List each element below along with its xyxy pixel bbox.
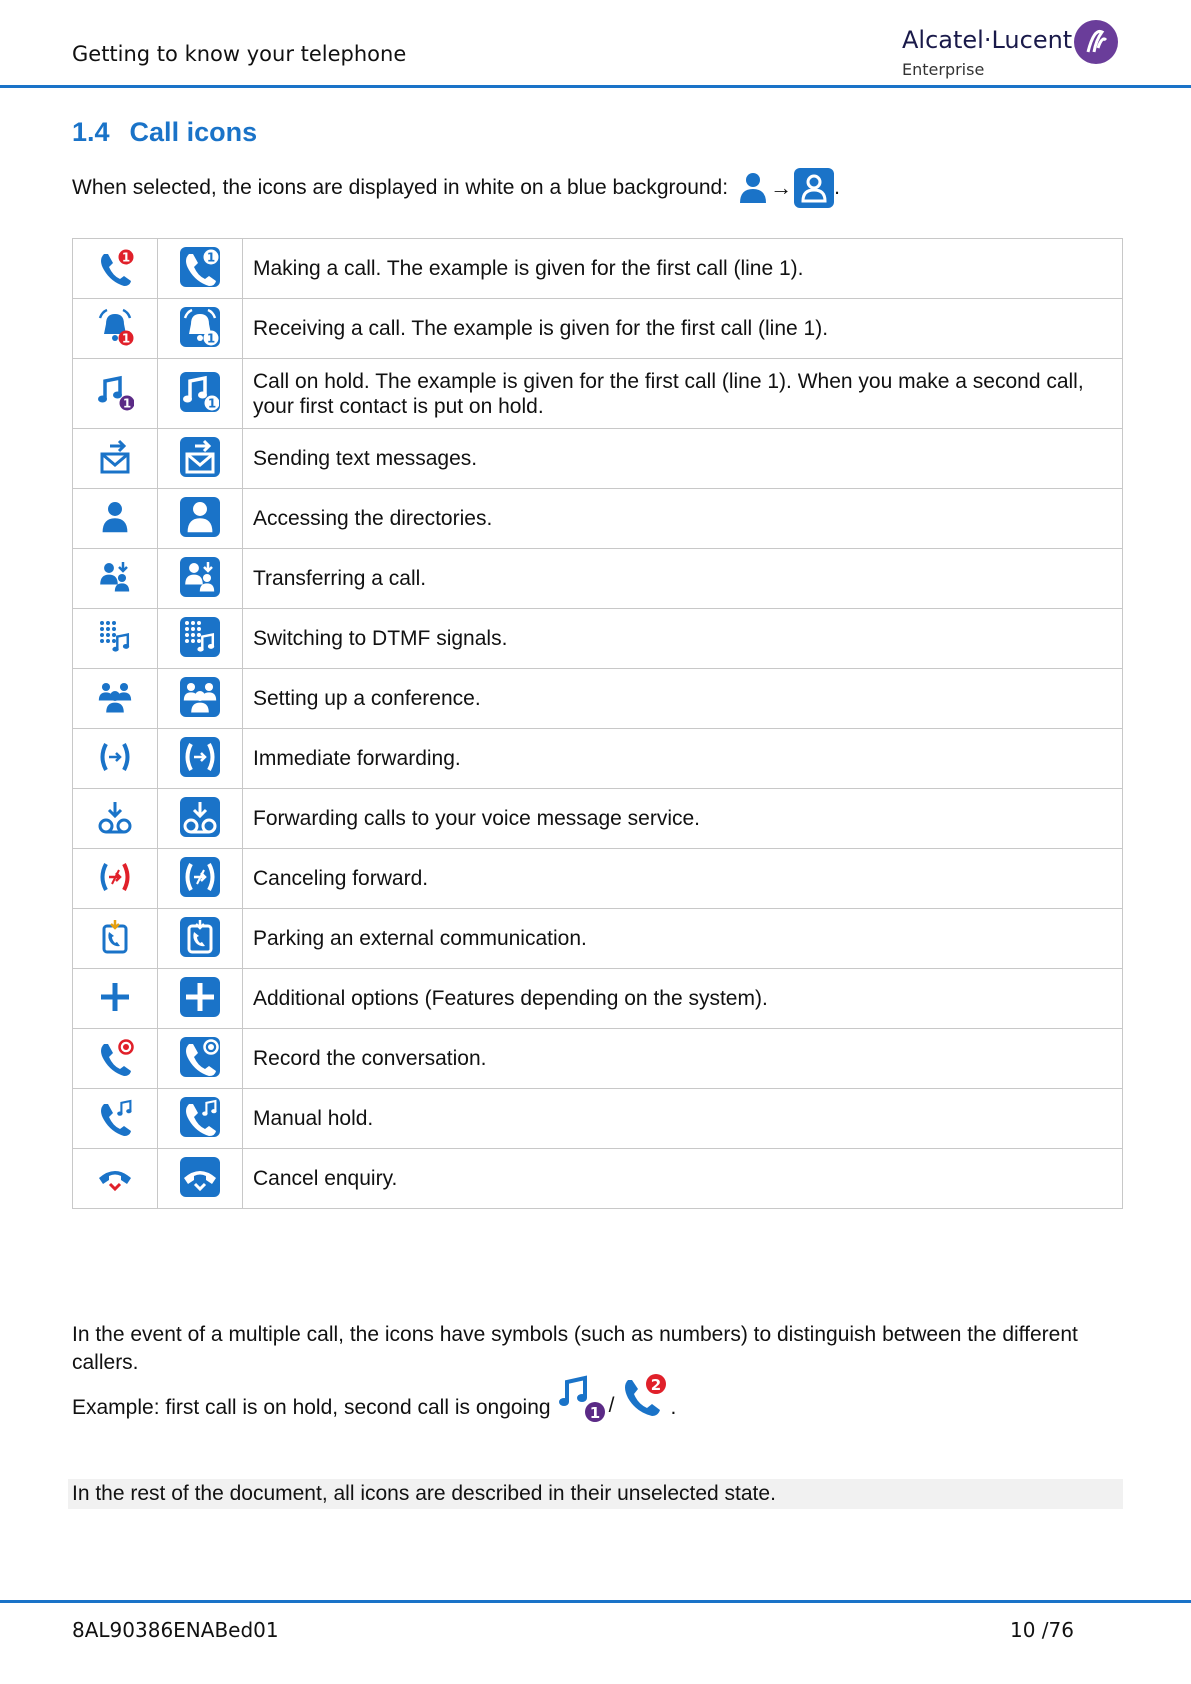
hold-line-1-icon <box>95 372 135 412</box>
unselected-icon-cell <box>73 359 158 429</box>
phone-line-1-selected-icon <box>180 247 220 287</box>
unselected-icon-cell <box>73 1149 158 1209</box>
header-title: Getting to know your telephone <box>72 42 407 66</box>
table-row <box>73 359 1123 429</box>
selected-icon-cell <box>158 429 243 489</box>
example-separator: / <box>608 1394 615 1417</box>
ringing-line-1-icon <box>95 307 135 347</box>
table-row <box>73 789 1123 849</box>
document-code: 8AL90386ENABed01 <box>72 1618 279 1642</box>
brand-subtitle: Enterprise <box>902 60 985 79</box>
svg-text:1: 1 <box>206 331 216 345</box>
selected-icon-cell <box>158 1149 243 1209</box>
dtmf-icon <box>95 617 135 657</box>
table-row <box>73 429 1123 489</box>
table-row <box>73 849 1123 909</box>
directory-icon <box>738 171 768 205</box>
selected-icon-cell <box>158 549 243 609</box>
record-selected-icon <box>180 1037 220 1077</box>
unselected-icon-cell <box>73 609 158 669</box>
icon-description: Parking an external communication. <box>243 909 1123 969</box>
directory-selected-icon <box>794 168 834 208</box>
selected-icon-cell <box>158 729 243 789</box>
directory-icon <box>95 497 135 537</box>
transfer-selected-icon <box>180 557 220 597</box>
icon-description: Receiving a call. The example is given for the first call (line 1). <box>243 299 1123 359</box>
table-row <box>73 669 1123 729</box>
directory-selected-icon <box>180 497 220 537</box>
immediate-forward-selected-icon <box>180 737 220 777</box>
icon-description: Accessing the directories. <box>243 489 1123 549</box>
section-heading <box>72 117 257 148</box>
selected-icon-cell <box>158 489 243 549</box>
hold-line-1-icon <box>557 1372 609 1424</box>
plus-icon <box>95 977 135 1017</box>
page-header <box>0 0 1191 90</box>
phone-line-1-icon <box>95 247 135 287</box>
svg-text:2: 2 <box>651 1376 662 1394</box>
selected-icon-cell <box>158 909 243 969</box>
voicemail-forward-icon <box>95 797 135 837</box>
unselected-icon-cell <box>73 239 158 299</box>
example-text: Example: first call is on hold, second call is ongoing <box>72 1396 551 1419</box>
brand-name: Alcatel·Lucent <box>902 26 1073 54</box>
immediate-forward-icon <box>95 737 135 777</box>
table-row <box>73 489 1123 549</box>
send-message-icon <box>95 437 135 477</box>
section-title: Call icons <box>129 117 258 147</box>
table-row <box>73 549 1123 609</box>
unselected-icon-cell <box>73 669 158 729</box>
table-row <box>73 1089 1123 1149</box>
unselected-icon-cell <box>73 969 158 1029</box>
cancel-forward-icon <box>95 857 135 897</box>
svg-text:1: 1 <box>122 396 132 410</box>
unselected-icon-cell <box>73 489 158 549</box>
footer-rule <box>0 1600 1191 1603</box>
table-row <box>73 1029 1123 1089</box>
example-line <box>72 1372 1122 1424</box>
unselected-icon-cell <box>73 1089 158 1149</box>
transfer-icon <box>95 557 135 597</box>
send-message-selected-icon <box>180 437 220 477</box>
dtmf-selected-icon <box>180 617 220 657</box>
brand-logo <box>902 18 1122 82</box>
icon-description: Manual hold. <box>243 1089 1123 1149</box>
table-row <box>73 969 1123 1029</box>
intro-line <box>72 168 840 208</box>
icon-description: Cancel enquiry. <box>243 1149 1123 1209</box>
note-box: In the rest of the document, all icons are described in their unselected state. <box>68 1479 1123 1509</box>
icon-description: Transferring a call. <box>243 549 1123 609</box>
table-row <box>73 239 1123 299</box>
section-number: 1.4 <box>72 117 110 147</box>
icon-description: Forwarding calls to your voice message service. <box>243 789 1123 849</box>
hold-line-1-selected-icon <box>180 372 220 412</box>
table-row <box>73 909 1123 969</box>
unselected-icon-cell <box>73 729 158 789</box>
selected-icon-cell <box>158 609 243 669</box>
call-icons-table <box>72 238 1123 1209</box>
svg-text:1: 1 <box>121 331 131 345</box>
selected-icon-cell <box>158 789 243 849</box>
example-end: . <box>670 1396 677 1419</box>
manual-hold-icon <box>95 1097 135 1137</box>
unselected-icon-cell <box>73 299 158 359</box>
park-call-selected-icon <box>180 917 220 957</box>
unselected-icon-cell <box>73 549 158 609</box>
svg-text:1: 1 <box>206 250 216 264</box>
icon-description: Setting up a conference. <box>243 669 1123 729</box>
table-row <box>73 299 1123 359</box>
icon-description: Switching to DTMF signals. <box>243 609 1123 669</box>
icon-description: Call on hold. The example is given for the first call (line 1). When you make a second call, your first contact is put on hold. <box>243 359 1123 429</box>
svg-text:1: 1 <box>589 1404 600 1422</box>
selection-demo <box>738 168 840 208</box>
phone-line-2-icon <box>618 1372 670 1424</box>
selected-icon-cell <box>158 669 243 729</box>
table-row <box>73 609 1123 669</box>
cancel-forward-selected-icon <box>180 857 220 897</box>
manual-hold-selected-icon <box>180 1097 220 1137</box>
table-row <box>73 729 1123 789</box>
selected-icon-cell <box>158 239 243 299</box>
record-icon <box>95 1037 135 1077</box>
unselected-icon-cell <box>73 909 158 969</box>
conference-icon <box>95 677 135 717</box>
icon-description: Canceling forward. <box>243 849 1123 909</box>
park-call-icon <box>95 917 135 957</box>
unselected-icon-cell <box>73 849 158 909</box>
voicemail-forward-selected-icon <box>180 797 220 837</box>
selected-icon-cell <box>158 969 243 1029</box>
conference-selected-icon <box>180 677 220 717</box>
unselected-icon-cell <box>73 429 158 489</box>
selected-icon-cell <box>158 1089 243 1149</box>
brand-logo-icon <box>1072 18 1120 66</box>
unselected-icon-cell <box>73 1029 158 1089</box>
selected-icon-cell <box>158 299 243 359</box>
intro-arrow: → <box>770 175 793 200</box>
example-icons <box>557 1372 677 1424</box>
header-rule <box>0 85 1191 88</box>
multi-call-text: In the event of a multiple call, the icons have symbols (such as numbers) to distinguish between the different callers. <box>72 1323 1078 1374</box>
icon-description: Sending text messages. <box>243 429 1123 489</box>
selected-icon-cell <box>158 1029 243 1089</box>
svg-text:1: 1 <box>207 396 217 410</box>
icon-description: Record the conversation. <box>243 1029 1123 1089</box>
hang-up-icon <box>95 1157 135 1197</box>
intro-text: When selected, the icons are displayed in white on a blue background: <box>72 176 729 199</box>
selected-icon-cell <box>158 359 243 429</box>
unselected-icon-cell <box>73 789 158 849</box>
icon-description: Making a call. The example is given for the first call (line 1). <box>243 239 1123 299</box>
plus-selected-icon <box>180 977 220 1017</box>
hang-up-selected-icon <box>180 1157 220 1197</box>
selected-icon-cell <box>158 849 243 909</box>
ringing-line-1-selected-icon <box>180 307 220 347</box>
table-row <box>73 1149 1123 1209</box>
icon-description: Additional options (Features depending on the system). <box>243 969 1123 1029</box>
icon-description: Immediate forwarding. <box>243 729 1123 789</box>
svg-text:1: 1 <box>121 250 131 264</box>
page-number: 10 /76 <box>1010 1618 1074 1642</box>
intro-end: . <box>834 176 840 199</box>
